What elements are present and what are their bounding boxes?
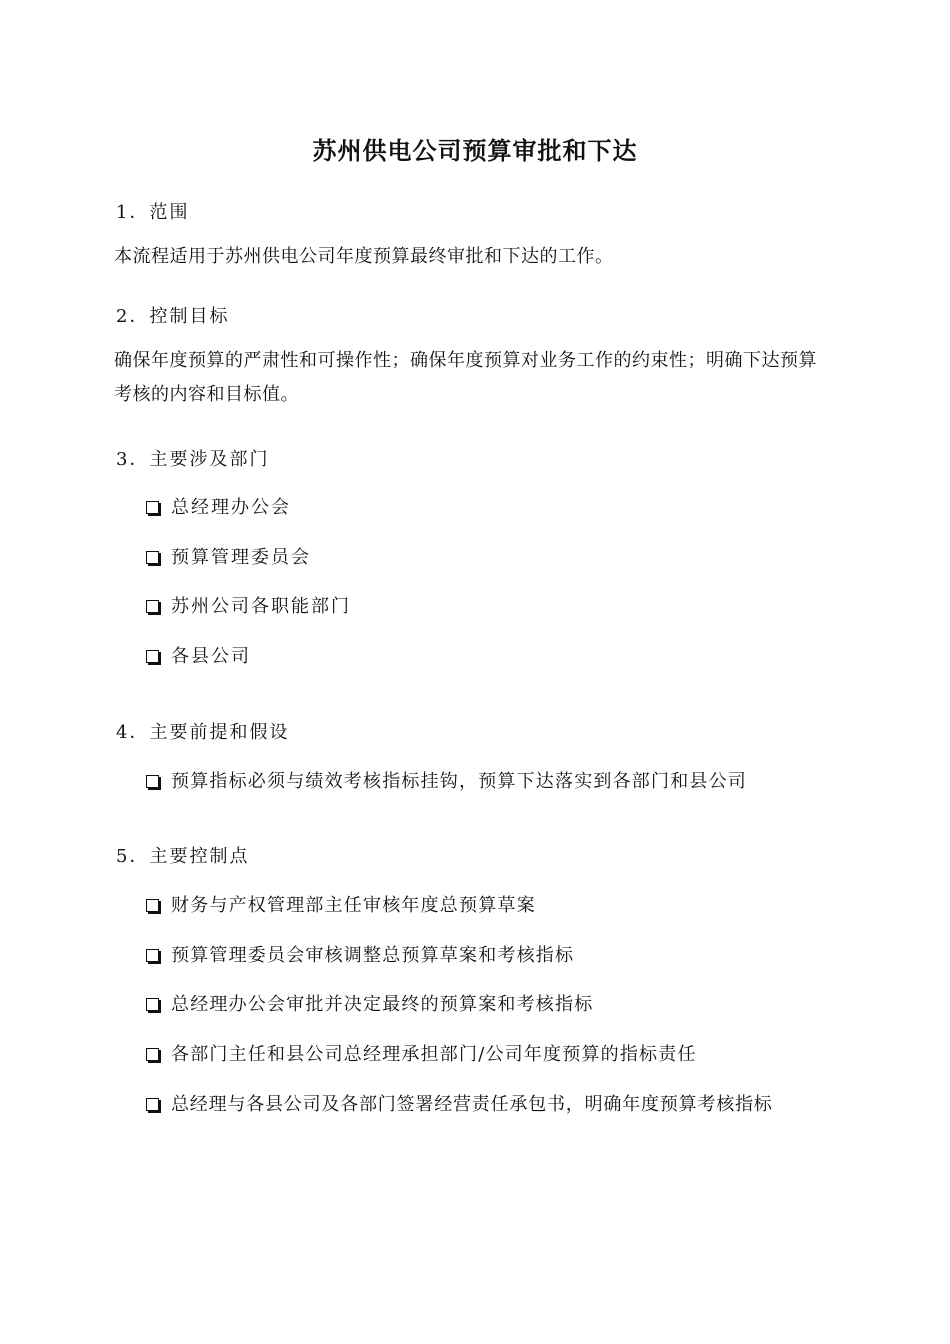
section-paragraph-control-objective: 确保年度预算的严肃性和可操作性；确保年度预算对业务工作的约束性；明确下达预算考核的内容和目标值。	[114, 350, 817, 405]
section-heading-control-points: 5．主要控制点	[116, 846, 250, 867]
list-item-text: 总经理与各县公司及各部门签署经营责任承包书，明确年度预算考核指标	[171, 1094, 773, 1115]
checkbox-bullet-icon	[146, 1048, 159, 1061]
list-item-text: 财务与产权管理部主任审核年度总预算草案	[171, 895, 536, 916]
checkbox-bullet-icon	[146, 1098, 159, 1111]
checkbox-bullet-icon	[146, 949, 159, 962]
list-item-text: 预算指标必须与绩效考核指标挂钩，预算下达落实到各部门和县公司	[171, 771, 747, 792]
list-item	[146, 643, 251, 671]
checkbox-bullet-icon	[146, 998, 159, 1011]
list-item-text: 预算管理委员会审核调整总预算草案和考核指标	[171, 945, 575, 966]
checkbox-bullet-icon	[146, 650, 159, 663]
list-item-text: 苏州公司各职能部门	[171, 596, 351, 617]
section-heading-scope: 1．范围	[116, 202, 190, 223]
list-item-text: 总经理办公会	[171, 497, 291, 518]
list-item	[146, 1041, 697, 1069]
list-item	[146, 1091, 773, 1119]
checkbox-bullet-icon	[146, 551, 159, 564]
document-title: 苏州供电公司预算审批和下达	[312, 137, 638, 165]
checkbox-bullet-icon	[146, 600, 159, 613]
list-item	[146, 942, 574, 970]
list-item-text: 预算管理委员会	[171, 547, 311, 568]
list-item	[146, 991, 593, 1019]
checkbox-bullet-icon	[146, 775, 159, 788]
list-item-text: 各县公司	[171, 646, 251, 667]
list-item	[146, 494, 291, 522]
list-item-text: 总经理办公会审批并决定最终的预算案和考核指标	[171, 994, 594, 1015]
list-item	[146, 892, 536, 920]
list-item	[146, 593, 351, 621]
section-heading-departments: 3．主要涉及部门	[116, 449, 270, 470]
list-item-text: 各部门主任和县公司总经理承担部门/公司年度预算的指标责任	[171, 1044, 697, 1065]
section-heading-control-objective: 2．控制目标	[116, 306, 230, 327]
section-paragraph-scope: 本流程适用于苏州供电公司年度预算最终审批和下达的工作。	[114, 246, 614, 267]
list-item	[146, 544, 311, 572]
checkbox-bullet-icon	[146, 501, 159, 514]
checkbox-bullet-icon	[146, 899, 159, 912]
section-heading-assumptions: 4．主要前提和假设	[116, 722, 290, 743]
list-item	[146, 768, 747, 796]
